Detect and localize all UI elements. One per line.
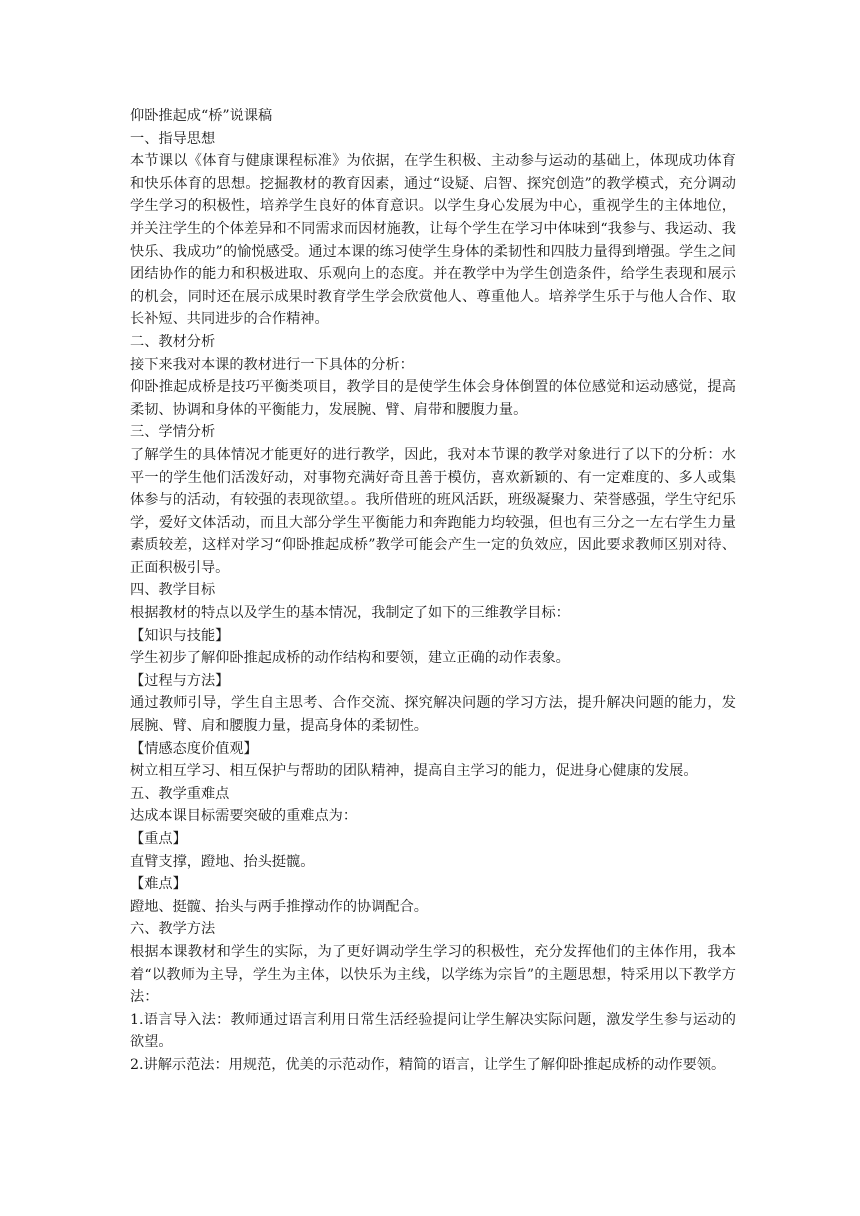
paragraph-emotion: 树立相互学习、相互保护与帮助的团队精神，提高自主学习的能力，促进身心健康的发展。: [130, 763, 698, 780]
paragraph-method-2: 2.讲解示范法：用规范，优美的示范动作，精简的语言，让学生了解仰卧推起成桥的动作要领。: [130, 1056, 726, 1073]
label-difficulty: 【难点】: [130, 876, 187, 893]
label-knowledge: 【知识与技能】: [130, 627, 230, 644]
label-emotion: 【情感态度价值观】: [130, 740, 258, 757]
section-heading-learners: 三、学情分析: [130, 424, 216, 441]
paragraph-difficulty: 蹬地、挺髋、抬头与两手推撑动作的协调配合。: [130, 898, 428, 915]
paragraph-material-intro: 接下来我对本课的教材进行一下具体的分析：: [130, 356, 414, 373]
paragraph-learners: 了解学生的具体情况才能更好的进行教学，因此，我对本节课的教学对象进行了以下的分析：水平一的学生他们活泼好动，对事物充满好奇且善于模仿，喜欢新颖的、有一定难度的、多人或集体参与的活动，有较强的表现欲望。。我所借班的班风活跃，班级凝聚力、荣誉感强，学生守纪乐学，爱好文体活动，而且大部分学生平衡能力和奔跑能力均较强，但也有三分之一左右学生力量素质较差，这样对学习“仰卧推起成桥”教学可能会产生一定的负效应，因此要求教师区别对待、正面积极引导。: [130, 446, 736, 576]
paragraph-knowledge: 学生初步了解仰卧推起成桥的动作结构和要领，建立正确的动作表象。: [130, 650, 570, 667]
paragraph-key: 直臂支撑，蹬地、抬头挺髋。: [130, 853, 315, 870]
section-heading-goals: 四、教学目标: [130, 582, 216, 599]
paragraph-methods-intro: 根据本课教材和学生的实际，为了更好调动学生学习的积极性，充分发挥他们的主体作用，我本着“以教师为主导，学生为主体，以快乐为主线，以学练为宗旨”的主题思想，特采用以下教学方法：: [130, 943, 736, 1006]
paragraph-goals-intro: 根据教材的特点以及学生的基本情况，我制定了如下的三维教学目标：: [130, 605, 570, 622]
paragraph-method-1: 1.语言导入法：教师通过语言利用日常生活经验提问让学生解决实际问题，激发学生参与运动的欲望。: [130, 1011, 736, 1051]
paragraph-process: 通过教师引导，学生自主思考、合作交流、探究解决问题的学习方法，提升解决问题的能力，发展腕、臂、肩和腰腹力量，提高身体的柔韧性。: [130, 695, 736, 735]
section-heading-key-points: 五、教学重难点: [130, 785, 230, 802]
label-process: 【过程与方法】: [130, 672, 230, 689]
paragraph-guiding: 本节课以《体育与健康课程标准》为依据，在学生积极、主动参与运动的基础上，体现成功体育和快乐体育的思想。挖掘教材的教育因素，通过“设疑、启智、探究创造”的教学模式，充分调动学生学习的积极性，培养学生良好的体育意识。以学生身心发展为中心，重视学生的主体地位，并关注学生的个体差异和不同需求而因材施教，让每个学生在学习中体味到“我参与、我运动、我快乐、我成功”的愉悦感受。通过本课的练习使学生身体的柔韧性和四肢力量得到增强。学生之间团结协作的能力和积极进取、乐观向上的态度。并在教学中为学生创造条件，给学生表现和展示的机会，同时还在展示成果时教育学生学会欣赏他人、尊重他人。培养学生乐于与他人合作、取长补短、共同进步的合作精神。: [130, 153, 736, 328]
section-heading-material: 二、教材分析: [130, 333, 216, 350]
label-key: 【重点】: [130, 831, 187, 847]
document-title: 仰卧推起成“桥”说课稿: [130, 108, 273, 124]
section-heading-guiding: 一、指导思想: [130, 130, 216, 147]
section-heading-methods: 六、教学方法: [130, 921, 216, 938]
paragraph-key-intro: 达成本课目标需要突破的重难点为：: [130, 808, 358, 825]
paragraph-material: 仰卧推起成桥是技巧平衡类项目，教学目的是使学生体会身体倒置的体位感觉和运动感觉，提高柔韧、协调和身体的平衡能力，发展腕、臂、肩带和腰腹力量。: [130, 379, 736, 418]
document-body: [130, 105, 736, 1077]
